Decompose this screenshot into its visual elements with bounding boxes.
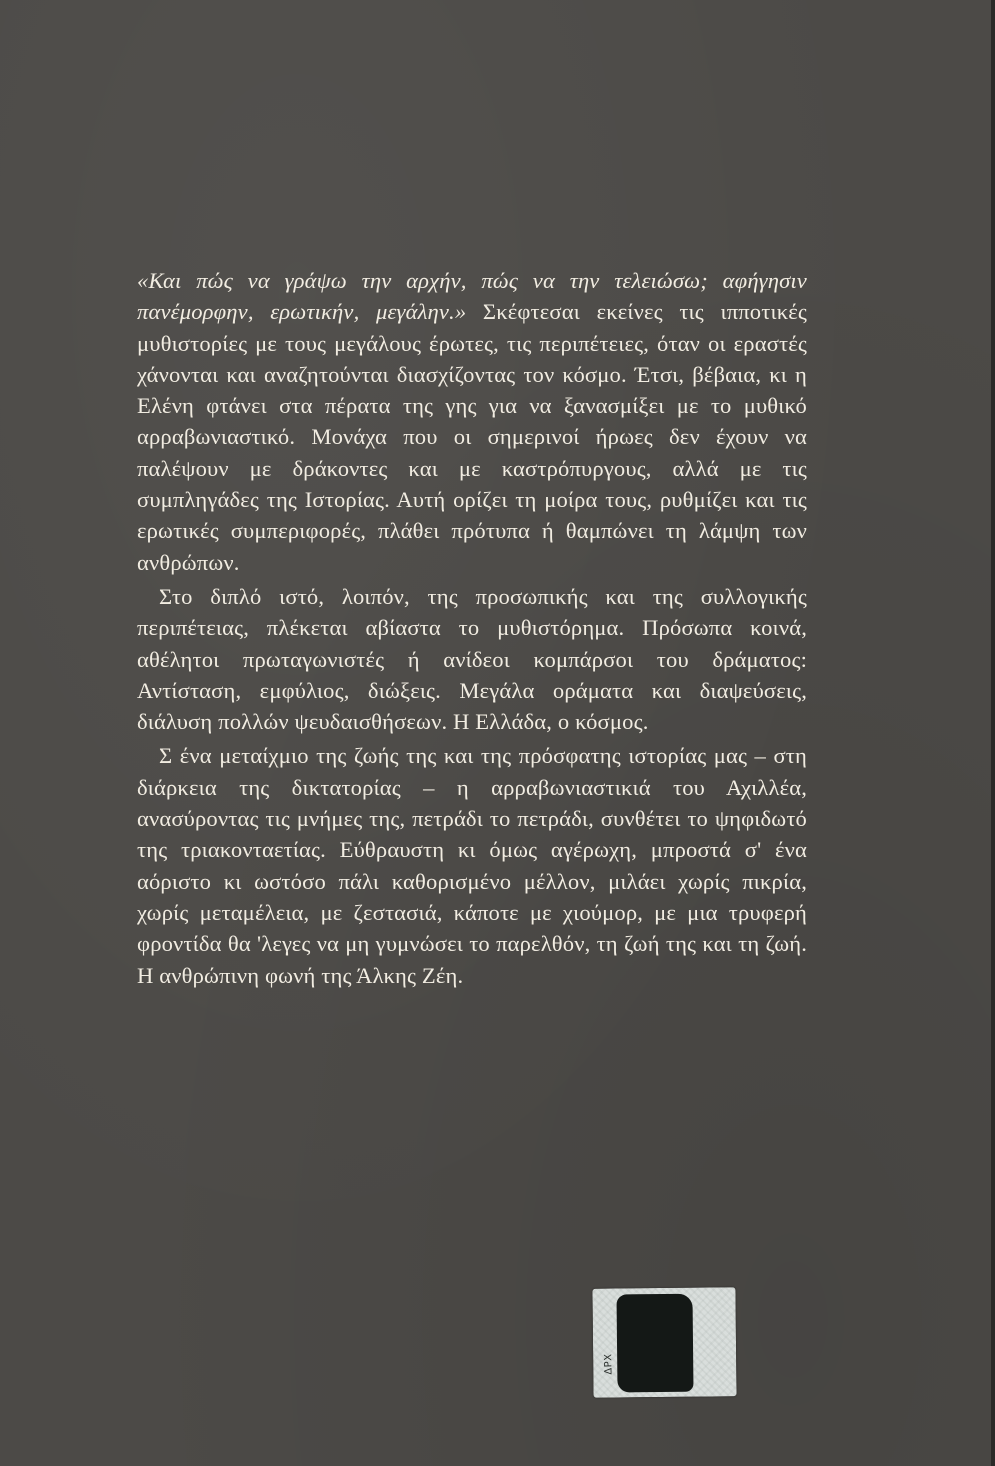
blurb-paragraph-2: Στο διπλό ιστό, λοιπόν, της προσωπικής και της συλλογικής περιπέτειας, πλέκεται αβίαστα το μυθιστόρημα. Πρόσωπα κοινά, αθέλητοι πρωταγωνιστές ή ανίδεοι κομπάρσοι του δράματος: Αντίσταση, εμφύλιος, διώξεις. Μεγάλα οράματα και διαψεύσεις, διάλυση πολλών ψευδαισθήσεων. Η Ελλάδα, ο κόσμος. [137, 583, 807, 735]
blurb-paragraph-1 [137, 265, 807, 578]
opening-quote: «Και πώς να γράψω την αρχήν, πώς να την τελειώσω; αφήγησιν πανέμορφην, ερωτικήν, μεγάλην.» [137, 268, 807, 325]
price-redaction-mark [616, 1294, 693, 1393]
currency-label: ΔΡΧ [603, 1353, 615, 1375]
price-sticker [592, 1287, 736, 1397]
blurb-text [137, 265, 807, 991]
blurb-paragraph-3: Σ ένα μεταίχμιο της ζωής της και της πρόσφατης ιστορίας μας – στη διάρκεια της δικτατορίας – η αρραβωνιαστικιά του Αχιλλέα, ανασύροντας τις μνήμες της, πετράδι το πετράδι, συνθέτει το ψηφιδωτό της τριακονταετίας. Εύθραυστη κι όμως αγέρωχη, μπροστά σ' ένα αόριστο κι ωστόσο πάλι καθορισμένο μέλλον, μιλάει χωρίς πικρία, χωρίς μεταμέλεια, με ζεστασιά, κάποτε με χιούμορ, με μια τρυφερή φροντίδα θα 'λεγες να μη γυμνώσει το παρελθόν, τη ζωή της και τη ζωή. Η ανθρώπινη φωνή της Άλκης Ζέη. [137, 743, 807, 988]
paragraph-1-body: Σκέφτεσαι εκείνες τις ιπποτικές μυθιστορίες με τους μεγάλους έρωτες, τις περιπέτειες, όταν οι εραστές χάνονται και αναζητούνται διασχίζοντας τον κόσμο. Έτσι, βέβαια, κι η Ελένη φτάνει στα πέρατα της γης για να ξανασμίξει με το μυθικό αρραβωνιαστικό. Μονάχα που οι σημερινοί ήρωες δεν έχουν να παλέψουν με δράκοντες και με καστρόπυργους, αλλά με τις συμπληγάδες της Ιστορίας. Αυτή ορίζει τη μοίρα τους, ρυθμίζει και τις ερωτικές συμπεριφορές, πλάθει πρότυπα ή θαμπώνει τη λάμψη των ανθρώπων. [137, 299, 807, 575]
